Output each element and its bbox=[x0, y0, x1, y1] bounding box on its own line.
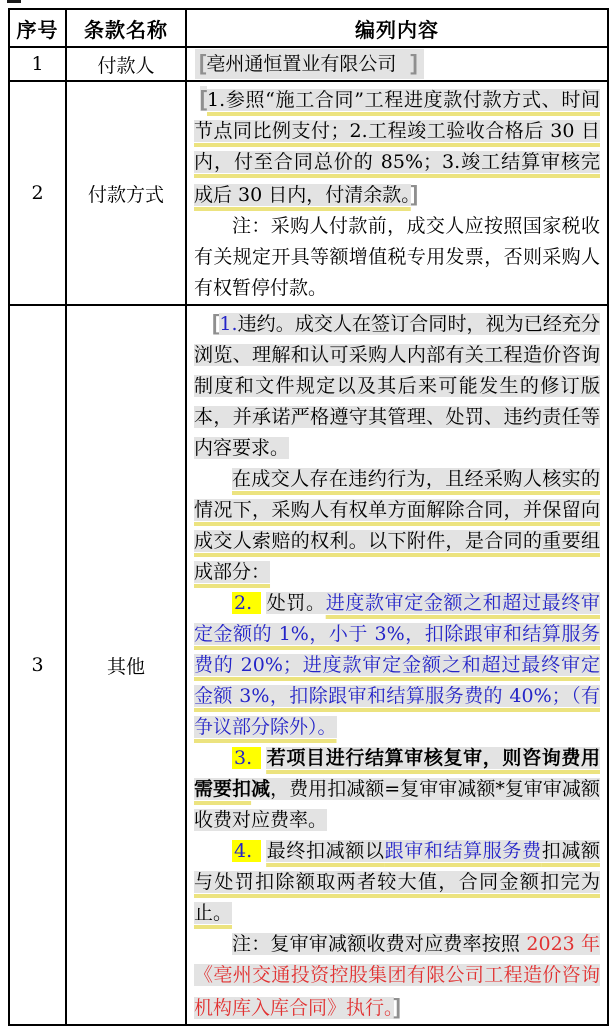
page-artifact-dash bbox=[7, 0, 21, 3]
paragraph bbox=[194, 588, 600, 743]
revision-bracket-close: ] bbox=[393, 994, 401, 1019]
col-header-clause-name: 条款名称 bbox=[66, 9, 186, 47]
col-header-no: 序号 bbox=[9, 9, 66, 47]
text-segment: 1. bbox=[219, 313, 238, 335]
text-segment: 1.参照“施工合同”工程进度款付款方式、时间节点同比例支付；2.工程竣工验收合格后 30 日内，付至合同总价的 85%；3.竣工结算审核完成后 30 日内，付清余款。 bbox=[194, 89, 600, 206]
table-row bbox=[9, 47, 608, 81]
text-segment: 违约。成交人在签订合同时，视为已经充分浏览、理解和认可采购人内部有关工程造价咨询制度和文件规定以及其后来可能发生的修订版本，并承诺严格遵守其管理、处罚、违约责任等内容要求。 bbox=[194, 313, 600, 459]
paragraph bbox=[194, 211, 600, 304]
list-number: 4. bbox=[232, 840, 261, 862]
table-header-row bbox=[9, 9, 608, 47]
clause-content-cell bbox=[186, 305, 608, 1025]
text-segment: 进度款审定金额之和超过最终审定金额的 1%，小于 3%，扣除跟审和结算服务费的 20%；进度款审定金额之和超过最终审定金额 3%，扣除跟审和结算服务费的 40%；（有争议部分除外）。 bbox=[194, 592, 600, 738]
text-segment: 跟审和结算服务费 bbox=[384, 840, 542, 862]
clause-name-cell: 其他 bbox=[66, 305, 186, 1025]
clause-name-cell: 付款方式 bbox=[66, 81, 186, 305]
revision-bracket-open: [ bbox=[199, 86, 208, 111]
table-row bbox=[9, 305, 608, 1025]
revision-bracket-close: ] bbox=[410, 181, 419, 206]
row-number-cell: 3 bbox=[9, 305, 66, 1025]
list-number: 3. bbox=[232, 747, 261, 769]
text-segment: 扣减额与处罚扣除额取两者较大值，合同金额扣完为止。 bbox=[194, 840, 600, 924]
paragraph bbox=[194, 743, 600, 836]
paragraph bbox=[194, 307, 600, 464]
row-number-cell: 1 bbox=[9, 47, 66, 81]
revision-bracket-open: [ bbox=[212, 310, 220, 335]
paragraph bbox=[194, 929, 600, 1024]
company-name-box bbox=[195, 49, 424, 79]
list-number: 2. bbox=[232, 592, 261, 614]
col-header-content: 编列内容 bbox=[186, 9, 608, 47]
revision-bracket-close: ] bbox=[410, 50, 418, 75]
clause-name-cell: 付款人 bbox=[66, 47, 186, 81]
text-segment: 若项目进行结算审核复审，则咨询费用需要扣 bbox=[194, 747, 600, 800]
revision-bracket-open: [ bbox=[199, 50, 207, 75]
paragraph bbox=[194, 464, 600, 588]
table-body bbox=[9, 47, 608, 1025]
row-number-cell: 2 bbox=[9, 81, 66, 305]
company-name: 亳州通恒置业有限公司 bbox=[206, 53, 397, 75]
paragraph bbox=[194, 83, 600, 211]
text-segment: 处罚。 bbox=[266, 592, 326, 614]
clause-content-cell bbox=[186, 47, 608, 81]
text-segment: 在成交人存在违约行为，且经采购人核实的情况下，采购人有权单方面解除合同，并保留向成交人索赔的权利。以下附件，是合同的重要组成部分： bbox=[194, 468, 600, 583]
terms-table bbox=[8, 8, 609, 1026]
text-segment: ，费用扣减额=复审审减额*复审审减额收费对应费率。 bbox=[194, 778, 600, 831]
text-segment: 减 bbox=[251, 778, 271, 800]
text-segment: 注：采购人付款前，成交人应按照国家税收有关规定开具等额增值税专用发票，否则采购人有权暂停付款。 bbox=[194, 215, 600, 299]
table-row bbox=[9, 81, 608, 305]
text-segment: 最终扣减额以 bbox=[266, 840, 385, 862]
text-segment: 注：复审审减额收费对应费率按照 bbox=[232, 933, 527, 955]
text-segment: 2023 年《亳州交通投资控股集团有限公司工程造价咨询机构库入库合同》执行。 bbox=[194, 933, 600, 1019]
paragraph bbox=[194, 836, 600, 929]
clause-content-cell bbox=[186, 81, 608, 305]
